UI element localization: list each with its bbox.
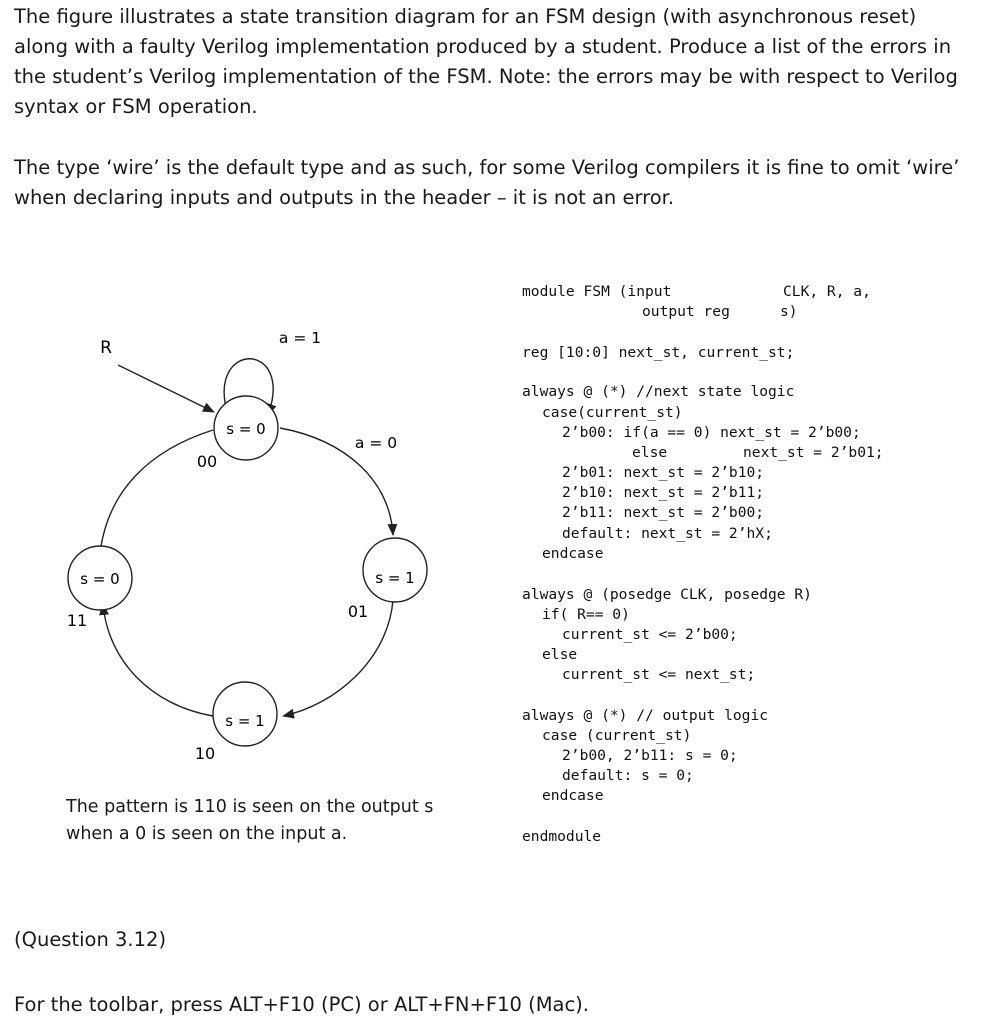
code-b01: 2’b01: next_st = 2’b10;	[562, 464, 765, 481]
toolbar-hint: For the toolbar, press ALT+F10 (PC) or ALT+FN+F10 (Mac).	[14, 993, 589, 1016]
code-endcase3: endcase	[542, 787, 604, 804]
code-b10: 2’b10: next_st = 2’b11;	[562, 484, 765, 501]
state-01-output: s = 1	[375, 569, 415, 587]
state-01	[363, 538, 427, 602]
state-code-01: 01	[347, 602, 369, 621]
code-reset-stmt: current_st <= 2’b00;	[562, 626, 738, 643]
code-always1: always @ (*) //next state logic	[522, 383, 795, 400]
code-default3: default: s = 0;	[562, 767, 694, 784]
code-b00-if: 2’b00: if(a == 0) next_st = 2’b00;	[562, 424, 861, 441]
code-b11: 2’b11: next_st = 2’b00;	[562, 504, 765, 521]
code-b00-else: else	[632, 444, 668, 461]
reset-arrow	[118, 365, 214, 412]
code-case3: case (current_st)	[542, 727, 692, 744]
state-code-11: 11	[66, 611, 88, 630]
state-11	[68, 546, 132, 610]
transition-01-10	[283, 600, 393, 716]
transition-label: a = 0	[354, 434, 398, 452]
state-10-output: s = 1	[225, 712, 265, 730]
code-reg-decl: reg [10:0] next_st, current_st;	[522, 344, 795, 361]
code-case1: case(current_st)	[542, 404, 683, 421]
code-header-line1b: CLK, R, a,	[783, 283, 871, 300]
code-endcase1: endcase	[542, 545, 604, 562]
code-header-line2b: s)	[780, 303, 798, 320]
transition-10-11	[103, 604, 213, 716]
state-00-output: s = 0	[226, 420, 266, 438]
code-out-case: 2’b00, 2’b11: s = 0;	[562, 747, 738, 764]
question-paragraph-2: The type ‘wire’ is the default type and as such, for some Verilog compilers it is fine to omit ‘wire’ when declaring inputs and outputs in the header – it is not an error.	[14, 156, 960, 209]
code-b00-else-stmt: next_st = 2’b01;	[743, 444, 884, 461]
state-00	[214, 396, 278, 460]
state-10	[213, 682, 277, 746]
transition-11-00	[100, 430, 213, 553]
state-11-output: s = 0	[80, 570, 120, 588]
code-if-reset: if( R== 0)	[542, 606, 630, 623]
code-default1: default: next_st = 2’hX;	[562, 525, 773, 542]
diagram-caption: The pattern is 110 is seen on the output s when a 0 is seen on the input a.	[66, 797, 434, 844]
question-number: (Question 3.12)	[14, 928, 167, 951]
state-code-10: 10	[194, 744, 216, 763]
self-loop-label: a = 1	[278, 329, 322, 347]
code-next-stmt: current_st <= next_st;	[562, 666, 756, 683]
code-always2: always @ (posedge CLK, posedge R)	[522, 586, 812, 603]
code-endmodule: endmodule	[522, 828, 602, 845]
code-always3: always @ (*) // output logic	[522, 707, 769, 724]
code-else2: else	[542, 646, 578, 663]
code-header-line1a: module FSM (input	[522, 283, 672, 300]
question-paragraph-1: The figure illustrates a state transition diagram for an FSM design (with asynchronous reset) along with a faulty Verilog implementation produced by a student. Produce a list of the errors in the student’s Verilog implementation of the FSM. Note: the errors may be with respect to Verilog syntax or FSM operation.	[14, 5, 958, 118]
code-header-line2a: output reg	[642, 303, 730, 320]
state-transition-diagram	[0, 250, 500, 790]
state-code-00: 00	[196, 452, 218, 471]
reset-label: R	[100, 338, 112, 358]
